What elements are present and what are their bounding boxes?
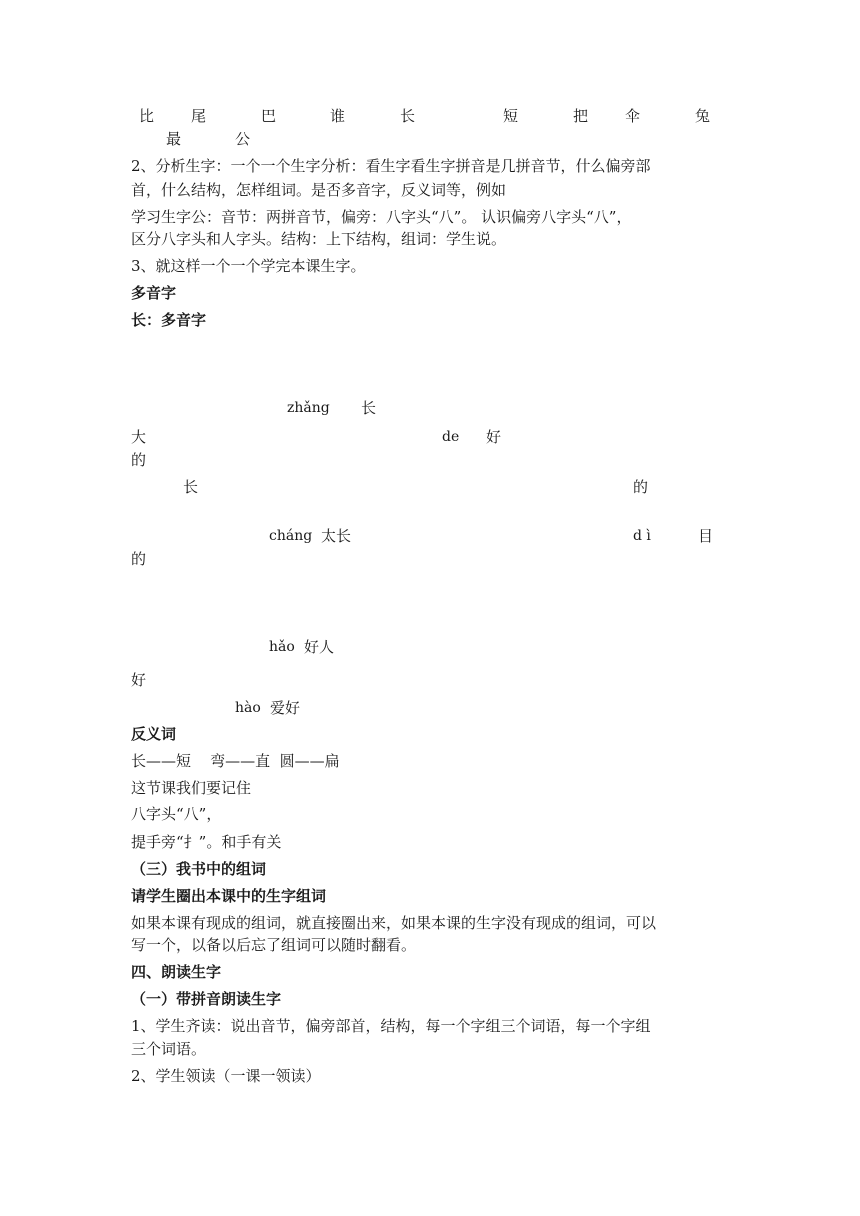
char-chang-b: 长 (183, 478, 199, 496)
char-chang: 长 (400, 107, 416, 125)
word-chang: 太长 (321, 527, 352, 545)
antonyms-heading: 反义词 (131, 725, 177, 743)
word-hao4: 爱好 (270, 699, 301, 717)
char-da: 大 (131, 428, 147, 446)
char-tu: 兔 (695, 107, 711, 125)
char-hao-b: 好 (131, 671, 147, 689)
pinyin-hao4: hào (235, 700, 261, 716)
section4-line-3: 2、学生领读（一课一领读） (131, 1067, 321, 1085)
pinyin-zhang: zhǎng (287, 400, 330, 416)
char-mu: 目 (698, 527, 714, 545)
analysis-line-3: 学习生字公：音节：两拼音节，偏旁：八字头“八”。 认识偏旁八字头“八”， (131, 208, 632, 226)
char-hao: 好 (486, 428, 502, 446)
radical-ba: 八字头“八”， (131, 805, 222, 823)
section3-line-2: 写一个，以备以后忘了组词可以随时翻看。 (131, 936, 417, 954)
section4-line-1: 1、学生齐读：说出音节，偏旁部首，结构，每一个字组三个词语，每一个字组 (131, 1017, 651, 1035)
section3-line-1: 如果本课有现成的组词，就直接圈出来，如果本课的生字没有现成的组词，可以 (131, 914, 657, 932)
radical-tishou: 提手旁“扌”。和手有关 (131, 833, 282, 851)
section4-subheading: （一）带拼音朗读生字 (131, 990, 282, 1008)
word-hao3: 好人 (304, 638, 335, 656)
pinyin-hao3: hǎo (269, 639, 295, 655)
analysis-line-4: 区分八字头和人字头。结构：上下结构，组词：学生说。 (131, 230, 507, 248)
analysis-line-1: 2、分析生字：一个一个生字分析：看生字看生字拼音是几拼音节，什么偏旁部 (131, 157, 651, 175)
char-de-c: 的 (131, 550, 147, 568)
antonym-pairs: 长——短 弯——直 圆——扁 (131, 752, 340, 770)
section3-subheading: 请学生圈出本课中的生字组词 (131, 887, 327, 905)
char-duan: 短 (503, 107, 519, 125)
char-san: 伞 (625, 107, 641, 125)
word-zhang: 长 (361, 399, 377, 417)
char-zui: 最 (166, 130, 182, 148)
remember-text: 这节课我们要记住 (131, 779, 252, 797)
char-shui: 谁 (330, 107, 346, 125)
char-ba2: 把 (573, 107, 589, 125)
char-de-b: 的 (633, 478, 649, 496)
char-wei: 尾 (191, 107, 207, 125)
char-gong: 公 (235, 130, 251, 148)
char-de-a: 的 (131, 451, 147, 469)
polyphonic-subheading: 长：多音字 (131, 311, 207, 329)
section4-line-2: 三个词语。 (131, 1040, 207, 1058)
char-bi: 比 (139, 107, 155, 125)
analysis-line-2: 首，什么结构，怎样组词。是否多音字，反义词等，例如 (131, 181, 507, 199)
pinyin-di: d ì (633, 528, 651, 544)
section4-heading: 四、朗读生字 (131, 963, 222, 981)
char-ba: 巴 (261, 107, 277, 125)
pinyin-de: de (442, 429, 460, 445)
analysis-line-5: 3、就这样一个一个学完本课生字。 (131, 257, 366, 275)
section3-heading: （三）我书中的组词 (131, 860, 267, 878)
polyphonic-heading: 多音字 (131, 284, 177, 302)
pinyin-chang: cháng (269, 528, 313, 544)
